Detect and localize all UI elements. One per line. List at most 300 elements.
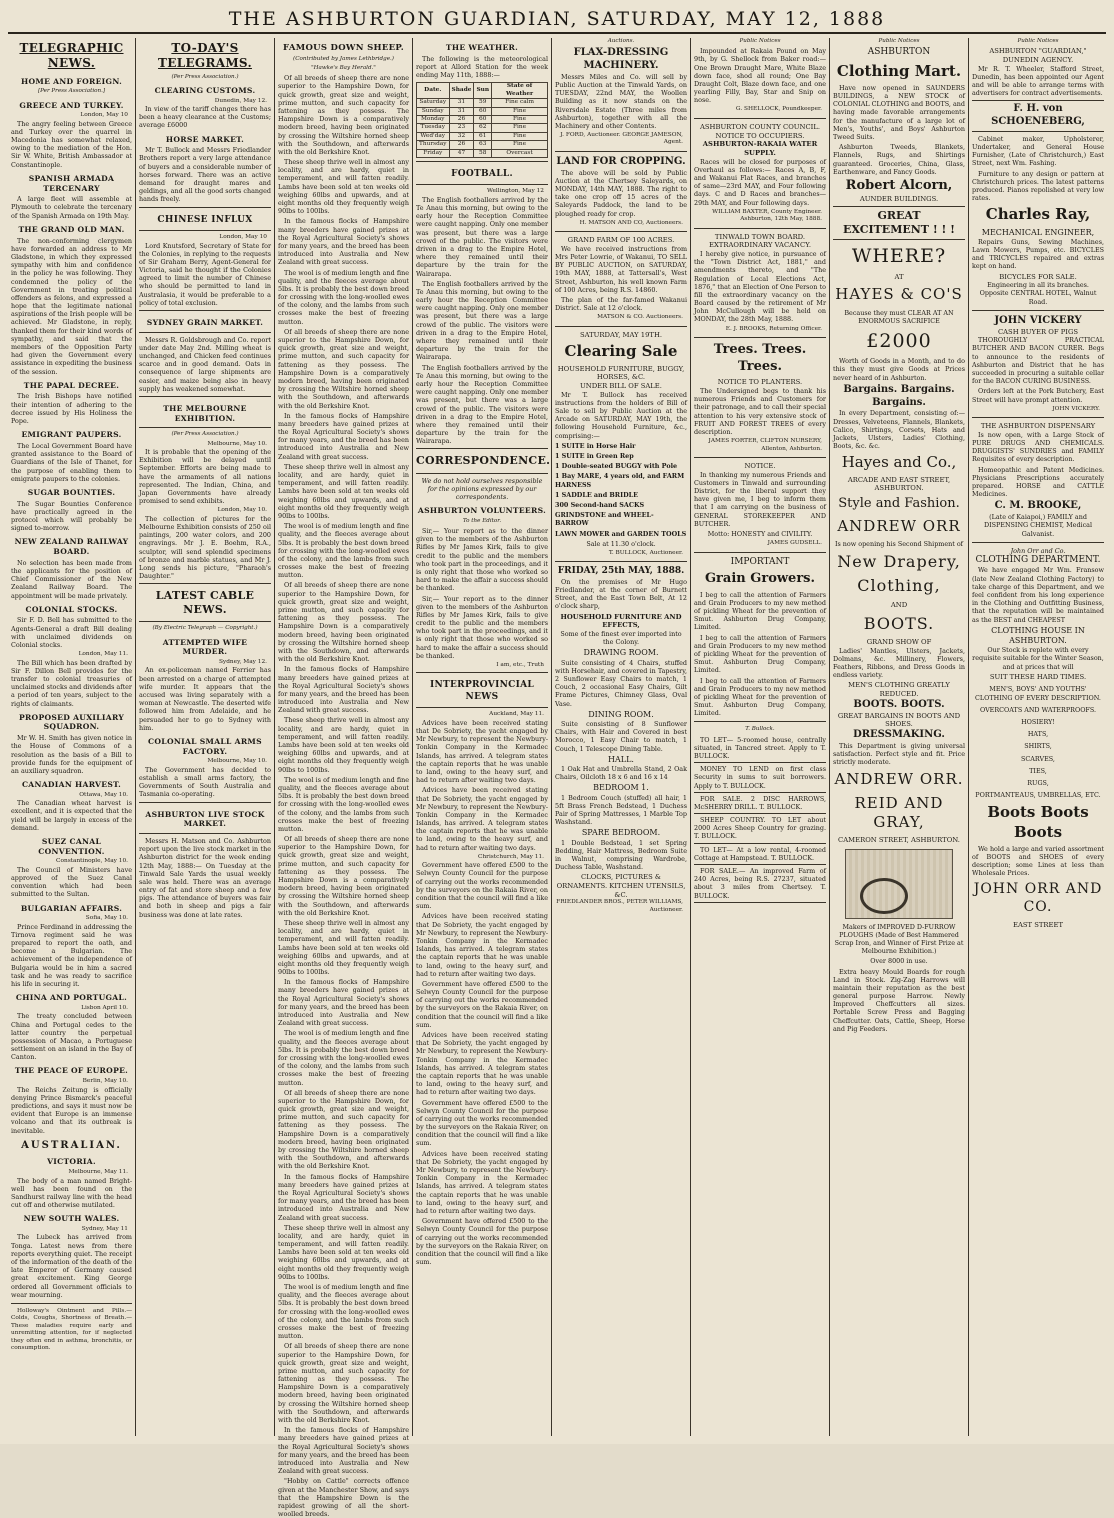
ad-text: In every Department, consisting of:— Dresses, Velveteens, Flannels, Blankets, Calico, Shirtings, Corsets, Hats and Jackets, Ulsters, Ladies' Clothing, Boots, &c. &c. xyxy=(833,409,965,451)
article-text: Sir,— Your report as to the dinner given to the members of the Ashburton Rifles by Mr James Kirk, fails to give credit to the public and the members who took part in the proceedings, and it is only right that those who worked so hard to make the affair a success should be thanked. xyxy=(416,527,548,593)
article-text: Government have offered £500 to the Selwyn County Council for the purpose of carrying out the works recommended by the surveyors on the Rakaia River, on condition that the council will find a like sum. xyxy=(416,1098,548,1148)
article-text: The following is the meteorological report at Allord Station for the week ending May 11th, 1888:— xyxy=(416,54,548,80)
article-heading: AUSTRALIAN. xyxy=(21,1139,122,1151)
column-header: Auctions. xyxy=(607,38,635,44)
article-text: In the famous flocks of Hampshire many breeders have gained prizes at the Royal Agricultural Society's shows for many years, and the breed has been introduced into Australia and New Zealand with great success. xyxy=(278,411,409,461)
weather-cell: Friday xyxy=(417,149,450,157)
notice-signature: E. J. BROOKS, Returning Officer. xyxy=(725,325,822,332)
article-text: These sheep thrive well in almost any locality, and are hardy, quiet in temperament, and will fatten readily. Lambs have been sold at ten weeks old weighing 60lbs and upwards, and at eight months old they frequently weigh 90lbs to 100lbs. xyxy=(278,158,409,216)
weather-header-cell: Date. xyxy=(417,83,450,99)
ad-subtitle: SUIT THESE HARD TIMES. xyxy=(989,672,1087,681)
weather-cell: Fine xyxy=(492,115,548,123)
room-heading: DINING ROOM. xyxy=(588,709,654,719)
divider xyxy=(555,326,687,327)
weather-cell: Sunday xyxy=(417,107,450,115)
article-heading: FOOTBALL. xyxy=(451,168,513,179)
ad-subtitle: ASHBURTON xyxy=(867,47,931,58)
article-text: The collection of pictures for the Melbourne Exhibition consists of 250 oil paintings, 200 water colors, and 200 engravings. Mr J. E. Boehm, R.A., sculptor, will send splendid specimens of bronze and marble statues, and Mr J. Long sends his picture, "Pharaoh's Daughter." xyxy=(139,514,271,581)
article-heading: CLEARING CUSTOMS. xyxy=(154,85,256,95)
weather-cell: Saturday xyxy=(417,99,450,107)
weather-cell: Fine xyxy=(492,107,548,115)
ad-text: Is now opening his Second Shipment of xyxy=(834,539,964,548)
column-clothing-adverts xyxy=(830,38,968,1436)
ad-text: Over 8000 in use. xyxy=(870,957,928,966)
column-header: Public Notices xyxy=(1017,38,1059,44)
column-header: Public Notices xyxy=(739,38,781,44)
column-down-sheep xyxy=(275,38,412,1518)
article-text: These sheep thrive well in almost any locality, and are hardy, quiet in temperament, and will fatten readily. Lambs have been sold at ten weeks old weighing 60lbs and upwards, and at eight months old they frequently weigh 90lbs to 100lbs. xyxy=(278,918,409,977)
article-text: The Canadian wheat harvest is excellent, and it is expected that the yield will be largely in excess of the demand. xyxy=(11,799,132,832)
ad-subtitle: AUNDER BUILDINGS. xyxy=(859,194,939,203)
ad-subtitle: CLOTHING HOUSE IN ASHBURTON. xyxy=(991,625,1085,645)
ad-signature: J. FORD, Auctioneer. GEORGE JAMESON, Agent. xyxy=(560,132,683,146)
notice-signature: G. SHELLOCK, Poundkeeper. xyxy=(735,106,822,113)
dateline: London, May 11. xyxy=(78,651,128,658)
orr-item: PORTMANTEAUS, UMBRELLAS, ETC. xyxy=(975,791,1101,800)
weather-cell: 63 xyxy=(474,141,492,149)
sale-date: SATURDAY, MAY 19TH. xyxy=(579,330,663,339)
ad-subtitle: NOTICE TO PLANTERS. xyxy=(717,378,803,387)
divider xyxy=(694,118,826,119)
masthead-title: THE ASHBURTON GUARDIAN, SATURDAY, MAY 12, 1888 xyxy=(228,8,886,30)
sale-item: 300 Second-hand SACKS xyxy=(555,500,645,509)
ad-text: We have received instructions from Mrs Peter Lowrie, of Wakanui, TO SELL BY PUBLIC AUCTION, on SATURDAY, 19th MAY, 1888, at Tattersall's, West Street, Ashburton, his well known Farm of 100 Acres, being R.S. 14860. xyxy=(555,244,687,294)
notice-text: I hereby give notice, in pursuance of the "Town District Act, 1881," and amendments thereto, and "The Regulation of Local Elections Act, 1876," that an Election of One Person to fill the extraordinary vacancy on the Board caused by the retirement of Mr John McCullough will be held on MONDAY, the 28th May, 1888. xyxy=(694,249,826,324)
ad-text: 1 Double Bedstead, 1 set Spring Bedding, Hair Mattress, Bedroom Suite in Walnut, comprising Wardrobe, Duchess Table, Washstand. xyxy=(555,838,687,872)
exhibition-box xyxy=(139,396,271,428)
football-box xyxy=(416,161,548,186)
ad-text: Engineering in all its branches. Opposite CENTRAL HOTEL, Walnut Road. xyxy=(979,281,1097,306)
dateline: Lisbon April 10. xyxy=(81,1004,128,1011)
ad-address: ARCADE AND EAST STREET, ASHBURTON. xyxy=(847,475,951,493)
weather-table-body xyxy=(417,99,548,158)
ad-text: Furniture to any design or pattern at Christchurch prices. The latest patterns produced. Pianos repolished at very low rates. xyxy=(972,169,1104,203)
weather-cell: Overcast xyxy=(492,149,548,157)
column-todays-telegrams xyxy=(136,38,274,1436)
weather-cell: Fine xyxy=(492,124,548,132)
weather-row xyxy=(417,124,548,132)
ad-title: LAND FOR CROPPING. xyxy=(556,155,686,167)
sale-item: GRINDSTONE and WHEEL-BARROW xyxy=(555,511,654,528)
dateline: Sydney, May 12. xyxy=(218,659,267,666)
ad-text: I beg to call the attention of Farmers and Grain Producers to my new method of pickling Wheat for the prevention of Smut. Ashburton Drug Company, Limited. xyxy=(694,633,826,675)
ad-text: The Undersigned begs to thank his numerous Friends and Customers for their patronage, and to call their special attention to his very extensive stock of FRUIT AND FOREST TREES of every description. xyxy=(694,386,826,436)
ad-signature: JOHN VICKERY. xyxy=(1052,405,1100,412)
weather-cell: Monday xyxy=(417,115,450,123)
bullock-notice: TO LET— 5-roomed house, centrally situated, in Tancred street. Apply to T. BULLOCK. xyxy=(694,736,826,764)
bullock-notice: TO LET— At a low rental, 4-roomed Cottage at Hampstead. T. BULLOCK. xyxy=(694,846,826,865)
weather-cell: 62 xyxy=(474,124,492,132)
article-text: The wool is of medium length and fine quality, and the fleeces average about 5lbs. It is probably the best down breed for crossing with the long-woolled ewes of the colony, and the lambs from such crosses make the best of freezing mutton. xyxy=(278,1283,409,1341)
ad-headline: ANDREW ORR. xyxy=(834,770,964,789)
article-text: Lord Knutsford, Secretary of State for the Colonies, in replying to the requests of Sir Graham Berry, Agent-General for Victoria, said he thought if the Colonies agreed to limit the number of Chinese who should be permitted to land in Australasia, it would be preferable to a policy of total exclusion. xyxy=(139,241,271,307)
column-notices-right xyxy=(969,38,1107,1436)
article-text: Of all breeds of sheep there are none superior to the Hampshire Down, for quick growth, great size and weight, prime mutton, and such capacity for fattening as they possess. The Hampshire Down is a comparatively modern breed, having been originated by crossing the Wiltshire horned sheep with the Southdown, and afterwards with the old Berkshire Knot. xyxy=(278,74,409,156)
article-text: The non-conforming clergymen have forwarded an address to Mr Gladstone, in which they expressed sympathy with him and confidence in the policy he was following. They condemned the policy of the Government in treating political offenders as felons, and expressed a hope that the legitimate national aspirations of the Irish people will be achieved. Mr Gladstone, in reply, thanked them for their kind words of sympathy, and said that the members of the Opposition Party had given the Government every assistance in expediting the business of the session. xyxy=(11,236,132,376)
article-text: Of all breeds of sheep there are none superior to the Hampshire Down, for quick growth, great size and weight, prime mutton, and such capacity for fattening as they possess. The Hampshire Down is a comparatively modern breed, having been originated by crossing the Wiltshire horned sheep with the Southdown, and afterwards with the old Berkshire Knot. xyxy=(278,835,409,917)
article-text: In view of the tariff changes there has been a heavy clearance at the Customs; average £6000 xyxy=(139,105,271,130)
ad-title: BOOTS. BOOTS. xyxy=(853,698,945,710)
ad-title: Charles Ray, xyxy=(985,205,1091,224)
dateline: London, May 10 xyxy=(219,234,267,241)
orr-item: TIES, xyxy=(1029,766,1047,775)
weather-cell: 60 xyxy=(474,107,492,115)
weather-cell: 23 xyxy=(449,124,474,132)
article-text: Sir F. D. Bell has submitted to the Agents-General a draft Bill dealing with unclaimed dividends on Colonial stocks. xyxy=(11,616,132,649)
article-heading: ASHBURTON LIVE STOCK MARKET. xyxy=(145,809,265,829)
article-text: Government have offered £500 to the Selwyn County Council for the purpose of carrying out the works recommended by the surveyors on the Rakaia River, on condition that the council will find a like sum. xyxy=(416,1217,548,1267)
article-heading: THE MELBOURNE EXHIBITION. xyxy=(163,404,247,423)
article-heading: CANADIAN HARVEST. xyxy=(21,780,122,790)
ad-headline: WHERE? xyxy=(851,245,947,268)
weather-table-header xyxy=(417,83,548,99)
ad-subtitle: MEN'S CLOTHING GREATLY REDUCED. xyxy=(848,681,950,699)
ad-title: THE ASHBURTON DISPENSARY xyxy=(980,422,1096,431)
ad-text: Suite consisting of 8 Sunflower Chairs, with Hair and Covered in best Morocco, 1 Easy Chair to match, 1 Couch, 1 Telescope Dining Table. xyxy=(555,719,687,753)
article-text: Of all breeds of sheep there are none superior to the Hampshire Down, for quick growth, great size and weight, prime mutton, and such capacity for fattening as they possess. The Hampshire Down is a comparatively modern breed, having been originated by crossing the Wiltshire horned sheep with the Southdown, and afterwards with the old Berkshire Knot. xyxy=(278,327,409,410)
notice-signature: WILLIAM BAXTER, County Engineer. Ashburton, 12th May, 1888. xyxy=(712,208,822,223)
ad-text: Homeopathic and Patent Medicines. Physicians Prescriptions accurately prepared. HORSE and CATTLE Medicines. xyxy=(972,465,1104,499)
weather-cell: Fine xyxy=(492,141,548,149)
ad-headline: REID AND GRAY, xyxy=(854,793,944,831)
article-text: The Irish Bishops have notified their intention of adhering to the decree issued by His Holiness the Pope. xyxy=(11,392,132,426)
ad-text: Ladies' Mantles, Ulsters, Jackets, Dolmans, &c. Millinery, Flowers, Feathers, Ribbons, and Dress Goods in endless variety. xyxy=(833,646,965,680)
notice-title: NOTICE. xyxy=(744,461,776,470)
ad-text: We have engaged Mr Wm. Fransow (late New Zealand Clothing Factory) to take charge of this Department, and we feel confident from his long experience in the Clothing and Outfitting Business, that the reputation will be maintained as the BEST and CHEAPEST xyxy=(972,566,1104,624)
weather-cell: Fine xyxy=(492,132,548,140)
ad-text: Is now open, with a Large Stock of PURE DRUGS AND CHEMICALS. DRUGGISTS' SUNDRIES and FAMILY Requisites of every description. xyxy=(972,430,1104,464)
ad-subtitle: MECHANICAL ENGINEER, xyxy=(981,227,1095,237)
chinese-influx-box xyxy=(139,207,271,232)
weather-cell: 31 xyxy=(449,99,474,107)
bullock-notice: FOR SALE.— An improved Farm of 240 Acres, being R.S. 27237, situated about 3 miles from Chertsey. T. BULLOCK. xyxy=(694,867,826,903)
article-heading: GREECE AND TURKEY. xyxy=(19,100,124,110)
bullock-notice: FOR SALE. 2 DISC HARROWS, McSHERRY DRILL. T. BULLOCK. xyxy=(694,795,826,814)
article-text: Government have offered £500 to the Selwyn County Council for the purpose of carrying out the works recommended by the surveyors on the Rakaia River, on condition that the council will find a like sum. xyxy=(416,861,548,911)
ad-text: The plan of the far-famed Wakanui District. Sale at 12 o'clock. xyxy=(555,296,687,313)
ad-title: JOHN VICKERY xyxy=(994,314,1082,326)
weather-cell: 59 xyxy=(474,99,492,107)
ad-subtitle: AND xyxy=(890,600,908,609)
weather-cell: Wed'day xyxy=(417,132,450,140)
article-text: Government have offered £500 to the Selwyn County Council for the purpose of carrying out the works recommended by the surveyors on the Rakaia River, on condition that the council will find a like sum. xyxy=(416,979,548,1029)
press-credit: [Per Press Association.] xyxy=(37,88,106,95)
ad-subtitle: IMPORTANT xyxy=(730,556,790,567)
weather-row xyxy=(417,149,548,157)
article-text: Messrs R. Goldsbrough and Co. report under date May 2nd. Milling wheat is unchanged, and Chicken feed continues scarce and in good demand. Oats in consequence of large shipments are easier, and maize being also in heavy supply has weakened somewhat. xyxy=(139,335,271,393)
ad-title: Trees. Trees. Trees. xyxy=(713,342,807,374)
dateline: London, May 10 xyxy=(80,112,128,119)
ad-title: Robert Alcorn, xyxy=(845,177,953,193)
article-heading: PROPOSED AUXILIARY SQUADRON. xyxy=(18,712,125,732)
article-text: The English footballers arrived by the Te Anau this morning, but owing to the early hour the Reception Committee were caught napping. Only one member was present, but there was a large crowd of the public. The visitors were driven in a drag to the Empire Hotel, where they remained until their departure by the train for the Wairarapa. xyxy=(416,195,548,278)
dateline: Melbourne, May 11. xyxy=(68,1169,128,1176)
divider xyxy=(972,417,1104,418)
article-text: Advices have been received stating that De Sobriety, the yacht engaged by Mr Newbury, to represent the Newbury-Tonkin Company in the Kermadec Islands, has arrived. A telegram states the captain reports that he was unable to land, owing to the heavy surf, and had to return after waiting two days. xyxy=(416,718,548,785)
ad-title: Bargains. Bargains. Bargains. xyxy=(843,383,955,408)
ad-subtitle: HOUSEHOLD FURNITURE, BUGGY, HORSES, &C. xyxy=(557,364,685,382)
weather-cell: 47 xyxy=(449,149,474,157)
article-heading: THE PAPAL DECREE. xyxy=(23,380,120,390)
ad-subtitle: CLOCKS, PICTURES & ORNAMENTS. KITCHEN UTENSILS, &C. xyxy=(556,873,686,899)
dateline: Melbourne, May 10. xyxy=(207,440,267,447)
article-text: Mr T. Bullock and Messrs Friedlander Brothers report a very large attendance of buyers and a considerable number of horses forward. There was an active demand for draught mares and geldings, and all the good sorts changed hands freely. xyxy=(139,146,271,204)
notice-subtitle: NOTICE TO OCCUPIERS. xyxy=(715,131,805,140)
divider xyxy=(972,310,1104,311)
orr-item: SHIRTS, xyxy=(1024,742,1052,751)
divider xyxy=(694,552,826,553)
ad-subtitle: HOUSEHOLD FURNITURE AND EFFECTS, xyxy=(560,612,682,630)
weather-table xyxy=(416,82,548,158)
article-heading: HORSE MARKET. xyxy=(165,134,245,144)
article-text: No selection has been made from the applicants for the position of Chief Commissioner of the New Zealand Railway Board. The appointment will be made privately. xyxy=(11,558,132,600)
ad-text: Orders left at the Pork Butchery, East Street will have prompt attention. xyxy=(972,387,1104,404)
orr-item: MEN'S, BOYS' AND YOUTHS' CLOTHING OF EVERY DESCRIPTION. xyxy=(975,685,1101,702)
ad-subtitle: UNDER BILL OF SALE. xyxy=(580,382,662,391)
ad-text: We hold a large and varied assortment of BOOTS and SHOES of every description; some Lines at less than Wholesale Prices. xyxy=(972,844,1104,878)
article-heading: SUEZ CANAL CONVENTION. xyxy=(38,836,105,856)
article-heading: COLONIAL SMALL ARMS FACTORY. xyxy=(148,736,262,756)
article-text: The English footballers arrived by the Te Anau this morning, but owing to the early hour the Reception Committee were caught napping. Only one member was present, but there was a large crowd of the public. The visitors were driven in a drag to the Empire Hotel, where they remained until their departure by the train for the Wairarapa. xyxy=(416,279,548,362)
article-heading: COLONIAL STOCKS. xyxy=(25,604,118,614)
sale-item: 1 SUITE in Horse Hair xyxy=(555,441,636,450)
article-text: The wool is of medium length and fine quality, and the fleeces average about 5lbs. It is probably the best down breed for crossing with the long-woolled ewes of the colony, and the lambs from such crosses make the best of freezing mutton. xyxy=(278,522,409,580)
article-text: In the famous flocks of Hampshire many breeders have gained prizes at the Royal Agricultural Society's shows for many years, and the breed has been introduced into Australia and New Zealand with great success. xyxy=(278,665,409,715)
ad-headline: New Drapery, xyxy=(837,551,961,571)
ad-text: Cabinet maker, Upholsterer, Undertaker, and General House Furnisher, (Late of Christchurch,) East Street, next Wm. Fashing. xyxy=(972,134,1104,168)
editor-note: We do not hold ourselves responsible for the opinions expressed by our correspondents. xyxy=(421,476,543,501)
article-text: The Reichs Zeitung is officially denying Prince Bismarck's peaceful predictions, and says it must now be evident that Europe is an immense volcano and that its outbreak is inevitable. xyxy=(11,1085,132,1135)
weather-header-cell: Sun xyxy=(474,83,492,99)
article-text: An ex-policeman named Ferrier has been arrested on a charge of attempted wife murder. It appears that the accused was living separately with a woman at Newcastle. The deserted wife followed him from Adelaide, and he persuaded her to go to Sydney with him. xyxy=(139,666,271,732)
ad-address: EAST STREET xyxy=(1013,921,1063,930)
column-header: T. Bullock. xyxy=(745,726,775,733)
notice-title: TINWALD TOWN BOARD. xyxy=(714,232,806,241)
column-telegraphic-news xyxy=(8,38,135,1436)
article-text: Of all breeds of sheep there are none superior to the Hampshire Down, for quick growth, great size and weight, prime mutton, and such capacity for fattening as they possess. The Hampshire Down is a comparatively modern breed, having been originated by crossing the Wiltshire horned sheep with the Southdown, and afterwards with the old Berkshire Knot. xyxy=(278,581,409,664)
article-text: Advices have been received stating that De Sobriety, the yacht engaged by Mr Newbury, to represent the Newbury-Tonkin Company in the Kermadec Islands, has arrived. A telegram states the captain reports that he was unable to land, owing to the heavy surf, and had to return after waiting two days. xyxy=(416,1149,548,1215)
article-text: The English footballers arrived by the Te Anau this morning, but owing to the early hour the Reception Committee were caught napping. Only one member was present, but there was a large crowd of the public. The visitors were driven in a drag to the Empire Hotel, where they remained until their departure by the train for the Wairarapa. xyxy=(416,363,548,446)
ad-signature: T. BULLOCK, Auctioneer. xyxy=(608,549,683,556)
ad-headline: BOOTS. xyxy=(863,613,935,633)
weather-row xyxy=(417,99,548,107)
column-auctions xyxy=(552,38,690,1436)
section-subtitle: HOME AND FOREIGN. xyxy=(20,76,123,86)
article-text: These sheep thrive well in almost any locality, and are hardy, quiet in temperament, and will fatten readily. Lambs have been sold at ten weeks old weighing 60lbs and upwards, and at eight months old they frequently weigh 90lbs to 100lbs. xyxy=(278,716,409,774)
sale-item: LAWN MOWER and GARDEN TOOLS xyxy=(555,529,687,538)
article-text: The wool is of medium length and fine quality, and the fleeces average about 5lbs. It is probably the best down breed for crossing with the long-woolled ewes of the colony, and the lambs from such crosses make the best of freezing mutton. xyxy=(278,268,409,326)
ad-text: THOROUGHLY PRACTICAL BUTCHER AND BACON CURER. Begs to announce to the residents of Ashburton and District that he has succeeded in procuring a suitable cellar for the BACON CURING BUSINESS. xyxy=(972,336,1104,386)
ad-text: 1 Oak Hat and Umbrella Stand, 2 Oak Chairs, Oilcloth 18 x 6 and 16 x 14 xyxy=(555,764,687,782)
ad-amount: £2000 xyxy=(866,329,932,352)
weather-cell: 26 xyxy=(449,141,474,149)
article-text: The treaty concluded between China and Portugal cedes to the latter country the perpetual possession of Macao, a Portuguese settlement on an island in the Bay of Canton. xyxy=(11,1012,132,1062)
interprovincial-box xyxy=(416,672,548,708)
article-text: Advices have been received stating that De Sobriety, the yacht engaged by Mr Newbury, to represent the Newbury-Tonkin Company in the Kermadec Islands, has arrived. A telegram states the captain reports that he was unable to land, owing to the heavy surf, and had to return after waiting two days. xyxy=(416,1031,548,1097)
dateline: London, May 10. xyxy=(217,507,267,514)
dateline: Ottawa, May 10. xyxy=(79,791,128,798)
ad-title: GREAT EXCITEMENT ! ! ! xyxy=(843,209,955,237)
section-title: TO-DAY'S TELEGRAMS. xyxy=(158,41,252,71)
press-credit: (Per Press Association.) xyxy=(171,73,239,80)
weather-cell: Thursday xyxy=(417,141,450,149)
orr-item: SCARVES, xyxy=(1021,754,1055,763)
weather-cell: 31 xyxy=(449,107,474,115)
article-heading: EMIGRANT PAUPERS. xyxy=(21,430,122,440)
ad-headline: ANDREW ORR xyxy=(837,516,961,535)
divider xyxy=(555,561,687,562)
article-text: The Local Government Board have granted assistance to the Board of Guardians of the Isle of Thanet, for the purpose of enabling them to emigrate paupers to the colonies. xyxy=(11,441,132,483)
article-text: In the famous flocks of Hampshire many breeders have gained prizes at the Royal Agricultural Society's shows for many years, and the breed has been introduced into Australia and New Zealand with great success. xyxy=(278,1426,409,1476)
ad-text: Messrs Miles and Co. will sell by Public Auction at the Tinwald Yards, on TUESDAY, 22nd MAY, the Woollen Building as it now stands on the Riversdale Estate (Three miles from Ashburton), together with all the Machinery and other Contents. xyxy=(555,72,687,130)
ad-title: Clearing Sale xyxy=(564,342,678,361)
weather-row xyxy=(417,132,548,140)
article-heading: THE PEACE OF EUROPE. xyxy=(14,1066,129,1076)
ad-title: Hayes and Co., xyxy=(841,453,957,472)
orr-item: OVERCOATS AND WATERPROOFS. xyxy=(979,705,1097,714)
ad-title: GRAND FARM OF 100 ACRES. xyxy=(567,236,675,245)
press-credit: (Per Press Association.) xyxy=(171,431,239,438)
notice-text: Impounded at Rakaia Pound on May 9th, by G. Shellock from Baker road:— One Brown Draught Mare, White Blaze down face, shod all round; One Bay Draught Colt, Blaze down face, and one yearling Filly, Bay, Star and Snip on nose. xyxy=(694,47,826,105)
ad-headline: Clothing, xyxy=(857,576,941,596)
weather-cell: 26 xyxy=(449,115,474,123)
article-text: "Hobby on Cattle" corrects offence given at the Manchester Show, and says that the Hampshire Down is the rapidest growing of all the short-woolled breeds. xyxy=(278,1477,409,1518)
article-heading: SYDNEY GRAIN MARKET. xyxy=(146,318,264,328)
article-text: A large fleet will assemble at Plymouth to celebrate the tercenary of the Spanish Armada on 19th May. xyxy=(11,195,132,220)
article-text: It is probable that the opening of the Exhibition will be delayed until September. Efforts are being made to have the armaments of all nations represented. The Indian, China, and Japan Governments have already promised to send exhibits. xyxy=(139,448,271,506)
dateline: Sofia, May 10. xyxy=(85,915,128,922)
notice-signature: JAMES GUDSELL. xyxy=(767,540,822,547)
ad-subtitle: GREAT BARGAINS IN BOOTS AND SHOES. xyxy=(837,711,961,729)
ad-text: This Department is giving universal satisfaction. Perfect style and fit. Price strictly moderate. xyxy=(833,741,965,767)
ad-text: Extra heavy Mould Boards for rough Land in Stock. Zig-Zag Harrows will maintain their reputation as the best general purpose Harrow. Newly Improved Cheffcutters all sizes. Portable Screw Press and Bagging Cheffcutter. Oats, Cattle, Sheep, Horse and Pig Feeders. xyxy=(833,967,965,1033)
article-text: Advices have been received stating that De Sobriety, the yacht engaged by Mr Newbury, to represent the Newbury-Tonkin Company in the Kermadec Islands, has arrived. A telegram states the captain reports that he was unable to land, owing to the heavy surf, and had to return after waiting two days. xyxy=(416,786,548,852)
room-heading: DRAWING ROOM. xyxy=(583,648,659,658)
ad-text: Ashburton Tweeds, Blankets, Flannels, Rugs, and Shirtings guaranteed. Groceries, China, Glass, Earthenware, and Fancy Goods. xyxy=(833,143,965,176)
orr-item: RUGS, xyxy=(1027,778,1049,787)
weather-row xyxy=(417,141,548,149)
article-text: Of all breeds of sheep there are none superior to the Hampshire Down, for quick growth, great size and weight, prime mutton, and such capacity for fattening as they possess. The Hampshire Down is a comparatively modern breed, having been originated by crossing the Wiltshire horned sheep with the Southdown, and afterwards with the old Berkshire Knot. xyxy=(278,1088,409,1171)
weather-cell: 32 xyxy=(449,132,474,140)
sale-items-list xyxy=(555,442,687,538)
ad-text: On the premises of Mr Hugo Friedlander, at the corner of Burnett Street, and the East Town Belt, At 12 o'clock sharp, xyxy=(555,577,687,611)
notice-subtitle: EXTRAORDINARY VACANCY. xyxy=(709,241,811,250)
section-title: LATEST CABLE NEWS. xyxy=(155,589,255,617)
article-text: These sheep thrive well in almost any locality, and are hardy, quiet in temperament, and will fatten readily. Lambs have been sold at ten weeks old weighing 60lbs and upwards, and at eight months old they frequently weigh 90lbs to 100lbs. xyxy=(278,462,409,520)
ad-subtitle: BICYCLES FOR SALE. xyxy=(999,272,1077,281)
masthead xyxy=(8,4,1106,34)
article-heading: INTERPROVINCIAL NEWS xyxy=(429,680,534,702)
article-text: The Government has decided to establish a small arms factory, the Governments of South Australia and Tasmania co-operating. xyxy=(139,765,271,799)
weather-cell: Tuesday xyxy=(417,124,450,132)
weather-cell: 61 xyxy=(474,132,492,140)
notice-text: Mr R. T. Wheeler, Stafford Street, Dunedin, has been appointed our Agent and will be able to arrange terms with advertisers for contract advertisements. xyxy=(972,64,1104,98)
article-heading: NEW ZEALAND RAILWAY BOARD. xyxy=(14,537,129,557)
weather-row xyxy=(417,107,548,115)
ad-text: Repairs Guns, Sewing Machines, Lawn Mowers, Pumps, etc. BICYCLES and TRICYCLES repaired and extras kept on hand. xyxy=(972,237,1104,271)
column-weather-football xyxy=(413,38,551,1436)
article-heading: NEW SOUTH WALES. xyxy=(23,1214,120,1224)
notice-text: In thanking my numerous Friends and Customers in Tinwald and surrounding District, for the liberal support they have given me, I beg to inform them that I am carrying on the business of GENERAL STOREKEEPER AND BUTCHER. xyxy=(694,470,826,528)
ad-text: (Late of Kaiapoi,) FAMILY and DISPENSING CHEMIST, Medical Galvanist. xyxy=(983,513,1093,538)
orr-items-list xyxy=(972,685,1104,799)
ad-title: C. M. BROOKE, xyxy=(994,500,1082,512)
schoeneberg-box xyxy=(972,100,1104,132)
ad-signature: MATSON & CO. Auctioneers. xyxy=(597,314,683,321)
ad-text: I beg to call the attention of Farmers and Grain Producers to my new method of pickling Wheat for the prevention of Smut. Ashburton Drug Company, Limited. xyxy=(694,590,826,632)
orr-item: HATS, xyxy=(1027,730,1049,739)
ad-address: CAMERON STREET, ASHBURTON. xyxy=(838,835,960,844)
article-text: In the famous flocks of Hampshire many breeders have gained prizes at the Royal Agricultural Society's shows for many years, and the breed has been introduced into Australia and New Zealand with great success. xyxy=(278,217,409,267)
notice-title: ASHBURTON "GUARDIAN," DUNEDIN AGENCY. xyxy=(989,47,1087,64)
ad-title: F. H. von SCHOENEBERG, xyxy=(991,103,1085,128)
ad-text: 1 Bedroom Couch (stuffed) all hair, 1 5ft Brass French Bedstead, 1 Duchess Pair of Spring Mattresses, 1 Marble Top Washstand. xyxy=(555,793,687,827)
advert-text: Holloway's Ointment and Pills.— Colds, Coughs, Shortness of Breath.— These maladies require early and unremitting attention, for if neglected they often end in asthma, bronchitis, or consumption. xyxy=(11,1307,132,1352)
ad-text: Because they must CLEAR AT AN ENORMOUS SACRIFICE xyxy=(844,308,954,325)
dateline: Constantinople, May 10. xyxy=(56,858,128,865)
ad-title: John Orr and Co. xyxy=(1010,546,1066,555)
ad-text: The above will be sold by Public Auction at the Chertsey Saleyards, on MONDAY, 14th MAY, 1888. The right to take one crop off 15 acres of the Saleyards Paddock, the land to be ploughed ready for crop. xyxy=(555,168,687,218)
ad-headline: JOHN ORR AND CO. xyxy=(973,881,1103,916)
room-heading: HALL. xyxy=(608,754,634,764)
notice-motto: Motto: HONESTY and CIVILITY. xyxy=(707,529,813,538)
dateline: Sydney, May 11 xyxy=(81,1226,128,1233)
room-heading: SPARE BEDROOM. xyxy=(581,828,661,838)
dateline: Melbourne, May 10. xyxy=(207,758,267,765)
article-heading: THE WEATHER. xyxy=(445,43,519,52)
ad-headline: HAYES & CO'S xyxy=(835,285,963,304)
ad-signature: FRIEDLANDER BROS., PETER WILLIAMS, Auctioneer. xyxy=(556,899,683,913)
divider xyxy=(694,721,826,722)
sale-item: 1 Double-seated BUGGY with Pole xyxy=(555,462,678,471)
copyright-note: (By Electric Telegraph — Copyright.) xyxy=(152,625,258,632)
article-heading: ATTEMPTED WIFE MURDER. xyxy=(162,637,248,657)
notice-title: ASHBURTON COUNTY COUNCIL. xyxy=(699,122,821,131)
article-source: "Hawke's Bay Herald." xyxy=(311,65,376,72)
article-heading: CHINESE INFLUX xyxy=(157,214,253,225)
article-heading: FAMOUS DOWN SHEEP. xyxy=(283,43,404,53)
article-text: The Bill which has been drafted by Sir F. Dillon Bell provides for the transfer to colonial treasuries of unclaimed stocks and dividends after a period of ten years, subject to the rights of claimants. xyxy=(11,658,132,708)
bullock-notice: SHEEP COUNTRY. TO LET about 2000 Acres Sheep Country for grazing. T. BULLOCK. xyxy=(694,816,826,844)
divider xyxy=(694,228,826,229)
bullock-notices-list xyxy=(694,736,826,903)
article-heading: CHINA AND PORTUGAL. xyxy=(15,993,128,1003)
divider xyxy=(11,1303,132,1304)
weather-row xyxy=(417,115,548,123)
grain-market-box xyxy=(139,310,271,333)
ad-subtitle: AT xyxy=(894,272,904,281)
article-heading: THE GRAND OLD MAN. xyxy=(18,224,125,234)
divider xyxy=(694,457,826,458)
ad-title: FLAX-DRESSING MACHINERY. xyxy=(573,47,669,71)
ad-text: Some of the finest ever imported into the Colony. xyxy=(560,629,682,647)
article-heading: BULGARIAN AFFAIRS. xyxy=(20,903,123,913)
article-text: In the famous flocks of Hampshire many breeders have gained prizes at the Royal Agricultural Society's shows for many years, and the breed has been introduced into Australia and New Zealand with great success. xyxy=(278,1172,409,1222)
article-text: The wool is of medium length and fine quality, and the fleeces average about 5lbs. It is probably the best down breed for crossing with the long-woolled ewes of the colony, and the lambs from such crosses make the best of freezing mutton. xyxy=(278,775,409,833)
divider xyxy=(555,151,687,152)
ad-title: Clothing Mart. xyxy=(836,61,962,80)
section-title: CORRESPONDENCE. xyxy=(416,454,551,468)
article-text: Messrs H. Matson and Co. Ashburton report upon the live stock market in the Ashburton district for the week ending 12th May, 1888:— On Tuesday at the Tinwald Sale Yards the usual weekly sale was held. There was an average entry of fat and store sheep and a few pigs. The attendance of buyers was fair and both in sheep and pigs a fair business was done at late rates. xyxy=(139,836,271,919)
sale-item: 1 SADDLE and BRIDLE xyxy=(555,490,639,499)
ad-signature: JAMES FORTER, CLIFTON NURSERY, Allenton, Ashburton. xyxy=(708,438,822,452)
ad-text: Suite consisting of 4 Chairs, stuffed with Horsehair, and covered in Tapestry, 2 Sunflower Easy Chairs to match, 1 Couch, 2 occasional Easy Chairs, Gilt Frame Pictures, Chimney Glass, Oval Vase. xyxy=(555,658,687,708)
article-text: Sir,— Your report as to the dinner given to the members of the Ashburton Rifles by Mr James Kirk, fails to give credit to the public and the members who took part in the proceedings, and it is only right that those who worked so hard to make the affair a success should be thanked. xyxy=(416,594,548,660)
excitement-box xyxy=(833,206,965,240)
plough-illustration xyxy=(845,849,953,919)
article-credit: (Contributed by James Lethbridge.) xyxy=(293,55,394,62)
article-text: Of all breeds of sheep there are none superior to the Hampshire Down, for quick growth, great size and weight, prime mutton, and such capacity for fattening as they possess. The Hampshire Down is a comparatively modern breed, having been originated by crossing the Wiltshire horned sheep with the Southdown, and afterwards with the old Berkshire Knot. xyxy=(278,1342,409,1424)
